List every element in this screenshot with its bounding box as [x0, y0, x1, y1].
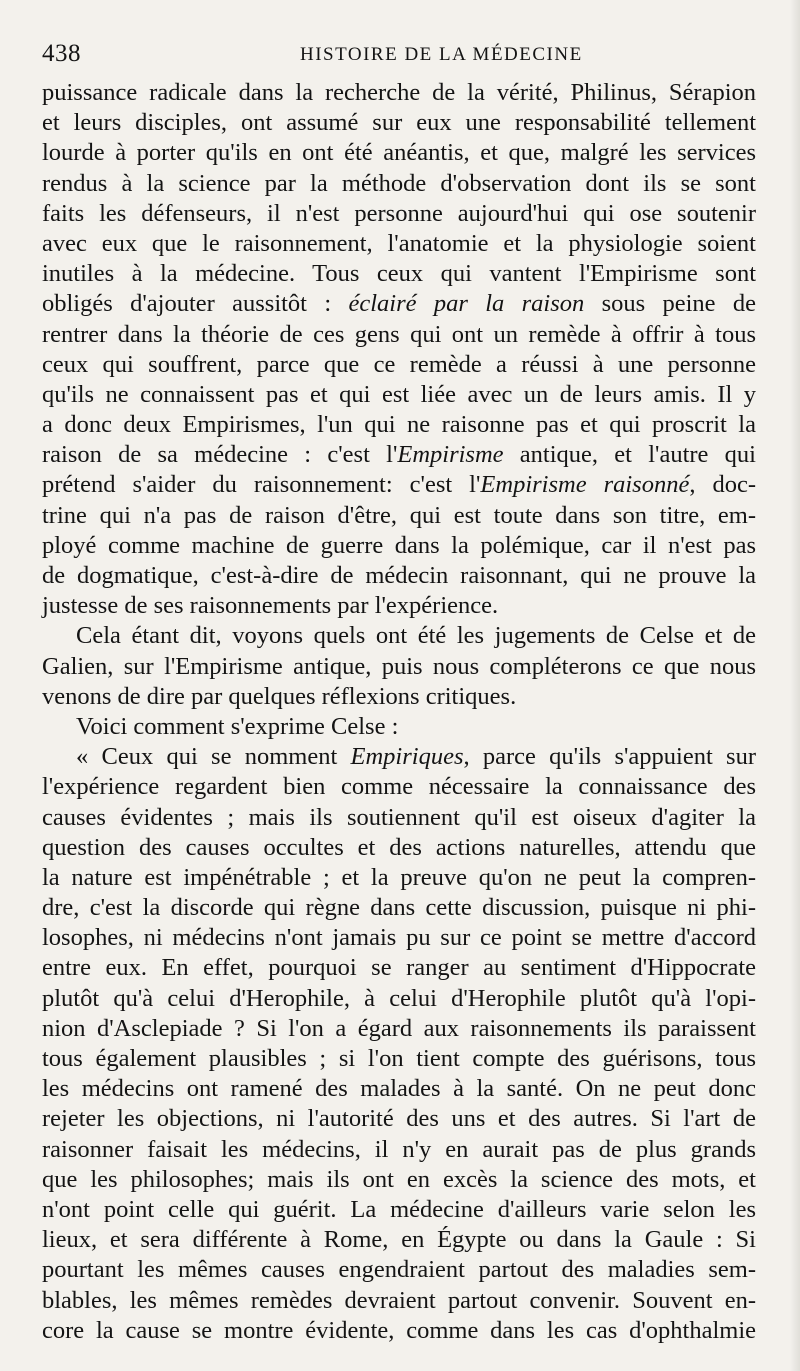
text-segment: justesse de ses raisonnements par l'expérience. [42, 592, 499, 620]
text-segment: tous également plausibles ; si l'on tient compte des guérisons, tous [42, 1045, 756, 1072]
text-line [42, 923, 756, 953]
text-line [42, 652, 756, 682]
text-segment: l'expérience regardent bien comme nécessaire la connaissance des [42, 773, 756, 801]
text-segment: venons de dire par quelques réflexions critiques. [42, 682, 517, 710]
text-segment: avec eux que le raisonnement, l'anatomie et la physiologie soient [42, 229, 756, 257]
text-segment: antique, et l'autre qui [503, 441, 756, 469]
text-line [42, 470, 756, 500]
text-line [42, 1135, 756, 1165]
text-segment: lourde à porter qu'ils en ont été anéantis, et que, malgré les services [42, 139, 756, 167]
text-line [42, 1104, 756, 1134]
text-segment: blables, les mêmes remèdes devraient partout convenir. Souvent en- [42, 1286, 756, 1314]
text-segment: obligés d'ajouter aussitôt : [42, 290, 349, 318]
text-line [42, 108, 756, 138]
text-line [42, 1014, 756, 1044]
text-segment: a donc deux Empirismes, l'un qui ne raisonne pas et qui proscrit la [42, 411, 756, 439]
text-line [42, 289, 756, 319]
text-segment: trine qui n'a pas de raison d'être, qui est toute dans son titre, em- [42, 501, 756, 529]
text-segment: Cela étant dit, voyons quels ont été les jugements de Celse et de [76, 622, 756, 650]
text-segment: que les philosophes; mais ils ont en excès la science des mots, et [42, 1165, 756, 1193]
text-line [42, 1195, 756, 1225]
text-segment: qu'ils ne connaissent pas et qui est liée avec un de leurs amis. Il y [42, 380, 756, 408]
text-line [42, 169, 756, 199]
text-line [42, 1286, 756, 1316]
text-segment: faits les défenseurs, il n'est personne aujourd'hui qui ose soutenir [42, 199, 756, 227]
text-segment: raisonner faisait les médecins, il n'y en aurait pas de plus grands [42, 1135, 756, 1163]
text-segment: puissance radicale dans la recherche de la vérité, Philinus, Sérapion [42, 79, 756, 106]
text-line [42, 742, 756, 772]
text-segment: n'ont point celle qui guérit. La médecine d'ailleurs varie selon les [42, 1195, 756, 1223]
text-segment: rentrer dans la théorie de ces gens qui ont un remède à offrir à tous [42, 320, 756, 348]
text-line [42, 1165, 756, 1195]
text-segment: les médecins ont ramené des malades à la santé. On ne peut donc [42, 1075, 756, 1103]
text-line [42, 380, 756, 410]
text-segment: ployé comme machine de guerre dans la polémique, car il n'est pas [42, 531, 756, 559]
text-line [42, 410, 756, 440]
text-segment: lieux, et sera différente à Rome, en Égypte ou dans la Gaule : Si [42, 1226, 756, 1254]
text-line [42, 984, 756, 1014]
text-line [42, 531, 756, 561]
text-line [42, 803, 756, 833]
text-segment: core la cause se montre évidente, comme dans les cas d'ophthalmie [42, 1316, 756, 1344]
italic-term: éclairé par la raison [348, 290, 585, 318]
text-segment: Voici comment s'exprime Celse : [76, 712, 399, 740]
body-text [42, 78, 756, 1346]
text-segment: de dogmatique, c'est-à-dire de médecin raisonnant, qui ne prouve la [42, 562, 756, 589]
text-segment: causes évidentes ; mais ils soutiennent qu'il est oiseux d'agiter la [42, 803, 756, 831]
text-segment: entre eux. En effet, pourquoi se ranger au sentiment d'Hippocrate [42, 954, 756, 982]
text-segment: plutôt qu'à celui d'Herophile, à celui d'Herophile plutôt qu'à l'opi- [42, 984, 756, 1012]
text-segment: « Ceux qui se nomment [76, 743, 351, 771]
text-segment: nion d'Asclepiade ? Si l'on a égard aux raisonnements ils paraissent [42, 1014, 756, 1042]
text-segment: raison de sa médecine : c'est l' [42, 441, 398, 469]
text-line [42, 1044, 756, 1074]
text-line [42, 953, 756, 983]
page-header [42, 40, 756, 80]
text-line [42, 833, 756, 863]
text-segment: pourtant les mêmes causes engendraient partout des maladies sem- [42, 1256, 756, 1284]
text-line [42, 440, 756, 470]
text-segment: et leurs disciples, ont assumé sur eux une responsabilité tellement [42, 109, 756, 137]
text-line [42, 199, 756, 229]
text-segment: , doc- [689, 471, 756, 499]
text-segment: rendus à la science par la méthode d'observation dont ils se sont [42, 169, 756, 197]
text-segment: Galien, sur l'Empirisme antique, puis nous compléterons ce que nous [42, 652, 756, 680]
text-line [42, 350, 756, 380]
text-line [42, 863, 756, 893]
text-line [42, 320, 756, 350]
italic-term: Empirisme [397, 441, 504, 469]
text-line [42, 501, 756, 531]
text-line [42, 1225, 756, 1255]
text-line [42, 1255, 756, 1285]
text-line [42, 229, 756, 259]
text-line [42, 138, 756, 168]
text-line [42, 591, 756, 621]
italic-term: Empirisme raisonné [480, 471, 690, 499]
text-line [42, 893, 756, 923]
text-line [42, 1316, 756, 1346]
text-segment: prétend s'aider du raisonnement: c'est l' [42, 471, 481, 499]
text-line [42, 259, 756, 289]
text-segment: inutiles à la médecine. Tous ceux qui vantent l'Empirisme sont [42, 260, 756, 288]
text-line [42, 78, 756, 108]
italic-term: Empiriques [350, 743, 464, 771]
text-segment: question des causes occultes et des actions naturelles, attendu que [42, 833, 756, 861]
text-segment: ceux qui souffrent, parce que ce remède a réussi à une personne [42, 350, 756, 378]
text-segment: , parce qu'ils s'appuient sur [463, 743, 756, 771]
text-line [42, 682, 756, 712]
text-segment: sous peine de [584, 290, 756, 318]
text-line [42, 772, 756, 802]
page-number: 438 [42, 40, 81, 67]
text-segment: losophes, ni médecins n'ont jamais pu sur ce point se mettre d'accord [42, 924, 756, 952]
text-line [42, 1074, 756, 1104]
page-edge-shadow [790, 0, 800, 1371]
text-line [42, 621, 756, 651]
text-line [42, 561, 756, 591]
text-segment: dre, c'est la discorde qui règne dans cette discussion, puisque ni phi- [42, 894, 756, 922]
running-title: HISTOIRE DE LA MÉDECINE [300, 44, 583, 65]
text-segment: rejeter les objections, ni l'autorité des uns et des autres. Si l'art de [42, 1105, 756, 1133]
text-line [42, 712, 756, 742]
text-segment: la nature est impénétrable ; et la preuve qu'on ne peut la compren- [42, 863, 756, 891]
